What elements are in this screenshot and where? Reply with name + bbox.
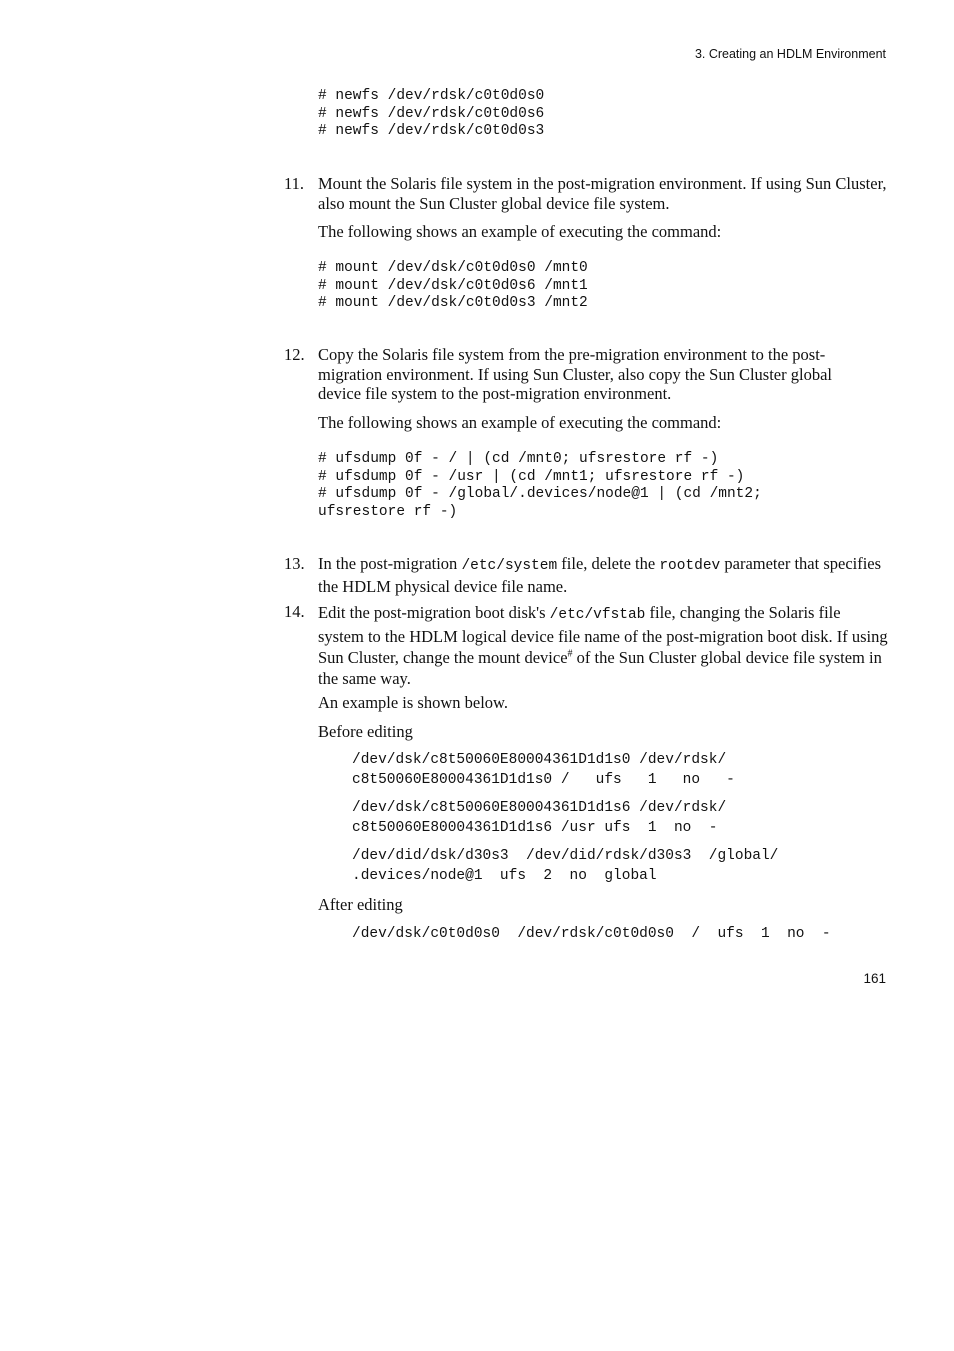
code-block-newfs [318, 88, 544, 141]
step-13-number: 13. [284, 554, 305, 573]
running-header: 3. Creating an HDLM Environment [694, 47, 886, 61]
step-13-text: In the post-migration /etc/system file, delete the rootdev parameter that specifies the HDLM physical device file name. [318, 554, 882, 596]
step-11-number: 11. [284, 174, 305, 193]
step-11-example-intro: The following shows an example of executing the command: [318, 222, 722, 241]
step-12-example-intro: The following shows an example of executing the command: [318, 413, 722, 432]
code-line: # mount /dev/dsk/c0t0d0s6 /mnt1 [318, 277, 588, 294]
after-editing-label: After editing [318, 895, 403, 914]
before-editing-label: Before editing [318, 722, 413, 741]
footnote-mark: # [567, 648, 573, 660]
code-line: # mount /dev/dsk/c0t0d0s0 /mnt0 [318, 260, 588, 276]
vfstab-entry-before: /dev/did/dsk/d30s3 /dev/did/rdsk/d30s3 /global/ .devices/node@1 ufs 2 no global [352, 848, 779, 884]
vfstab-entry-before: /dev/dsk/c8t50060E80004361D1d1s6 /dev/rdsk/ c8t50060E80004361D1d1s6 /usr ufs 1 no - [352, 800, 727, 836]
code-line: # newfs /dev/rdsk/c0t0d0s6 [318, 105, 545, 122]
code-line: # ufsdump 0f - /global/.devices/node@1 | (cd /mnt2; [318, 486, 762, 502]
step-14-example-intro: An example is shown below. [318, 693, 509, 712]
param-rootdev: rootdev [659, 558, 721, 574]
step-14-text: Edit the post-migration boot disk's /etc/vfstab file, changing the Solaris file system to the HDLM logical device file name of the post-migration boot disk. If using Sun Cluster, change the mount device# of the Sun Cluster global device file system in the same way. [318, 603, 888, 688]
file-path-etc-vfstab: /etc/vfstab [549, 607, 646, 623]
code-line: # newfs /dev/rdsk/c0t0d0s0 [318, 88, 545, 104]
file-path-etc-system: /etc/system [461, 558, 558, 574]
code-line: ufsrestore rf -) [318, 503, 458, 520]
code-block-mount [318, 260, 588, 313]
step-11-text: Mount the Solaris file system in the post-migration environment. If using Sun Cluster, also mount the Sun Cluster global device file system. [318, 174, 887, 213]
vfstab-entry-before: /dev/dsk/c8t50060E80004361D1d1s0 /dev/rdsk/ c8t50060E80004361D1d1s0 / ufs 1 no - [352, 752, 735, 788]
code-line: # ufsdump 0f - /usr | (cd /mnt1; ufsrestore rf -) [318, 468, 745, 485]
step-12-text: Copy the Solaris file system from the pre-migration environment to the post-migration environment. If using Sun Cluster, also copy the Sun Cluster global device file system to the post-migration environment. [318, 345, 832, 403]
page-number: 161 [863, 971, 886, 986]
code-line: # newfs /dev/rdsk/c0t0d0s3 [318, 123, 545, 139]
code-line: # mount /dev/dsk/c0t0d0s3 /mnt2 [318, 295, 588, 311]
code-line: # ufsdump 0f - / | (cd /mnt0; ufsrestore rf -) [318, 451, 719, 467]
code-block-ufsdump [318, 451, 762, 521]
step-14-number: 14. [284, 602, 305, 621]
step-12-number: 12. [284, 345, 305, 364]
vfstab-entry-after: /dev/dsk/c0t0d0s0 /dev/rdsk/c0t0d0s0 / ufs 1 no - [352, 926, 831, 942]
